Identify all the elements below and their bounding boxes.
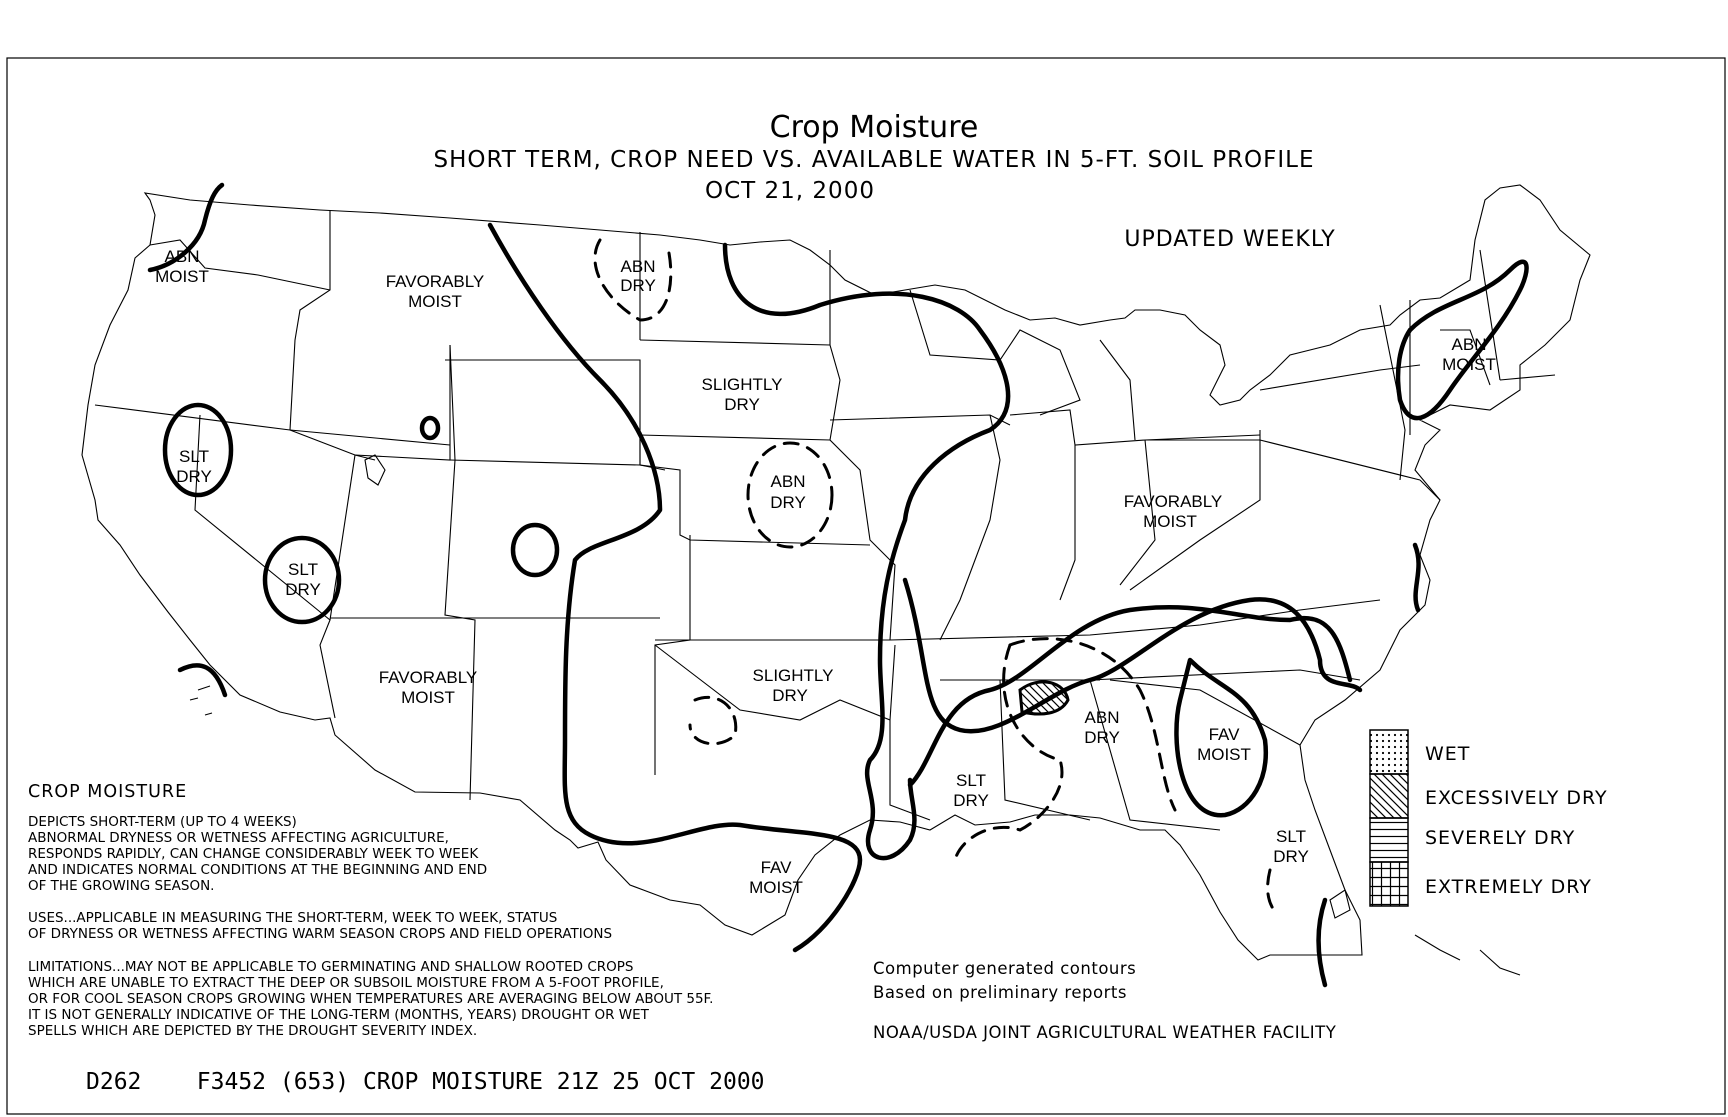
credits xyxy=(873,959,1337,1042)
label-fav-moist-sw-2: MOIST xyxy=(401,688,455,707)
credit-line-1: Computer generated contours xyxy=(873,959,1137,978)
notes-heading: CROP MOISTURE xyxy=(28,782,188,802)
label-abn-moist-ne-2: MOIST xyxy=(1442,355,1496,374)
notes-depicts-line: AND INDICATES NORMAL CONDITIONS AT THE BEGINNING AND END xyxy=(28,862,488,878)
label-slightly-dry-sd-1: SLIGHTLY xyxy=(701,375,783,394)
credit-line-2: Based on preliminary reports xyxy=(873,983,1127,1002)
label-slt-dry-ca-1: SLT xyxy=(179,447,209,466)
map-title: Crop Moisture xyxy=(769,110,979,145)
label-slt-dry-la-1: SLT xyxy=(956,771,986,790)
notes-limitations-line: IT IS NOT GENERALLY INDICATIVE OF THE LONG-TERM (MONTHS, YEARS) DROUGHT OR WET xyxy=(28,1007,649,1023)
notes-block xyxy=(28,782,713,1039)
map-date: OCT 21, 2000 xyxy=(705,178,875,204)
notes-limitations-line: WHICH ARE UNABLE TO EXTRACT THE DEEP OR SUBSOIL MOISTURE FROM A 5-FOOT PROFILE, xyxy=(28,975,664,991)
update-frequency: UPDATED WEEKLY xyxy=(1124,227,1336,252)
label-slt-dry-la-2: DRY xyxy=(953,791,989,810)
label-fav-moist-tx-1: FAV xyxy=(760,858,792,877)
legend-swatch-excessively-dry xyxy=(1370,774,1408,818)
notes-limitations-line: LIMITATIONS...MAY NOT BE APPLICABLE TO GERMINATING AND SHALLOW ROOTED CROPS xyxy=(28,959,634,975)
legend-label-severely-dry: SEVERELY DRY xyxy=(1425,827,1576,849)
excessively-dry-area xyxy=(1020,682,1068,714)
label-abn-dry-nd-2: DRY xyxy=(620,276,656,295)
label-abn-moist-ne-1: ABN xyxy=(1451,335,1487,354)
label-fav-moist-tx-2: MOIST xyxy=(749,878,803,897)
label-fav-moist-oh-1: FAVORABLY xyxy=(1123,492,1223,511)
notes-depicts-line: RESPONDS RAPIDLY, CAN CHANGE CONSIDERABLY WEEK TO WEEK xyxy=(28,846,479,862)
notes-depicts-line: DEPICTS SHORT-TERM (UP TO 4 WEEKS) xyxy=(28,814,297,830)
notes-uses-line: OF DRYNESS OR WETNESS AFFECTING WARM SEASON CROPS AND FIELD OPERATIONS xyxy=(28,926,613,942)
legend-swatch-wet xyxy=(1370,730,1408,774)
notes-limitations-line: SPELLS WHICH ARE DEPICTED BY THE DROUGHT SEVERITY INDEX. xyxy=(28,1023,478,1039)
label-nw-abn-moist-1: ABN xyxy=(164,247,200,266)
legend-label-excessively-dry: EXCESSIVELY DRY xyxy=(1425,787,1608,809)
legend-label-extremely-dry: EXTREMELY DRY xyxy=(1425,876,1592,898)
label-nw-abn-moist-2: MOIST xyxy=(155,267,209,286)
label-abn-dry-nd-1: ABN xyxy=(620,257,656,276)
notes-depicts-line: ABNORMAL DRYNESS OR WETNESS AFFECTING AGRICULTURE, xyxy=(28,830,449,846)
label-abn-dry-al-1: ABN xyxy=(1084,708,1120,727)
label-slt-dry-nv-1: SLT xyxy=(288,560,318,579)
label-abn-dry-al-2: DRY xyxy=(1084,728,1120,747)
label-slightly-dry-ok-2: DRY xyxy=(772,686,808,705)
legend-swatch-severely-dry xyxy=(1370,818,1408,862)
label-abn-dry-ne-2: DRY xyxy=(770,493,806,512)
label-fav-moist-north-2: MOIST xyxy=(408,292,462,311)
label-slt-dry-ca-2: DRY xyxy=(176,467,212,486)
label-fav-moist-ga-1: FAV xyxy=(1208,725,1240,744)
map-subtitle: SHORT TERM, CROP NEED VS. AVAILABLE WATER IN 5-FT. SOIL PROFILE xyxy=(433,147,1315,173)
legend-label-wet: WET xyxy=(1425,743,1471,765)
legend-swatch-extremely-dry xyxy=(1370,862,1408,906)
notes-uses-line: USES...APPLICABLE IN MEASURING THE SHORT-TERM, WEEK TO WEEK, STATUS xyxy=(28,910,558,926)
legend xyxy=(1370,730,1608,906)
label-slightly-dry-ok-1: SLIGHTLY xyxy=(752,666,834,685)
notes-depicts-line: OF THE GROWING SEASON. xyxy=(28,878,215,894)
label-fav-moist-oh-2: MOIST xyxy=(1143,512,1197,531)
notes-limitations-line: OR FOR COOL SEASON CROPS GROWING WHEN TEMPERATURES ARE AVERAGING BELOW ABOUT 55F. xyxy=(28,991,714,1007)
label-abn-dry-ne-1: ABN xyxy=(770,472,806,491)
label-slt-dry-nv-2: DRY xyxy=(285,580,321,599)
label-slightly-dry-sd-2: DRY xyxy=(724,395,760,414)
label-fav-moist-sw-1: FAVORABLY xyxy=(378,668,478,687)
product-id-footer: D262 F3452 (653) CROP MOISTURE 21Z 25 OCT 2000 xyxy=(86,1069,765,1095)
label-fav-moist-north-1: FAVORABLY xyxy=(385,272,485,291)
label-slt-dry-fl-1: SLT xyxy=(1276,827,1306,846)
credit-agency: NOAA/USDA JOINT AGRICULTURAL WEATHER FACILITY xyxy=(873,1023,1337,1042)
label-slt-dry-fl-2: DRY xyxy=(1273,847,1309,866)
label-fav-moist-ga-2: MOIST xyxy=(1197,745,1251,764)
